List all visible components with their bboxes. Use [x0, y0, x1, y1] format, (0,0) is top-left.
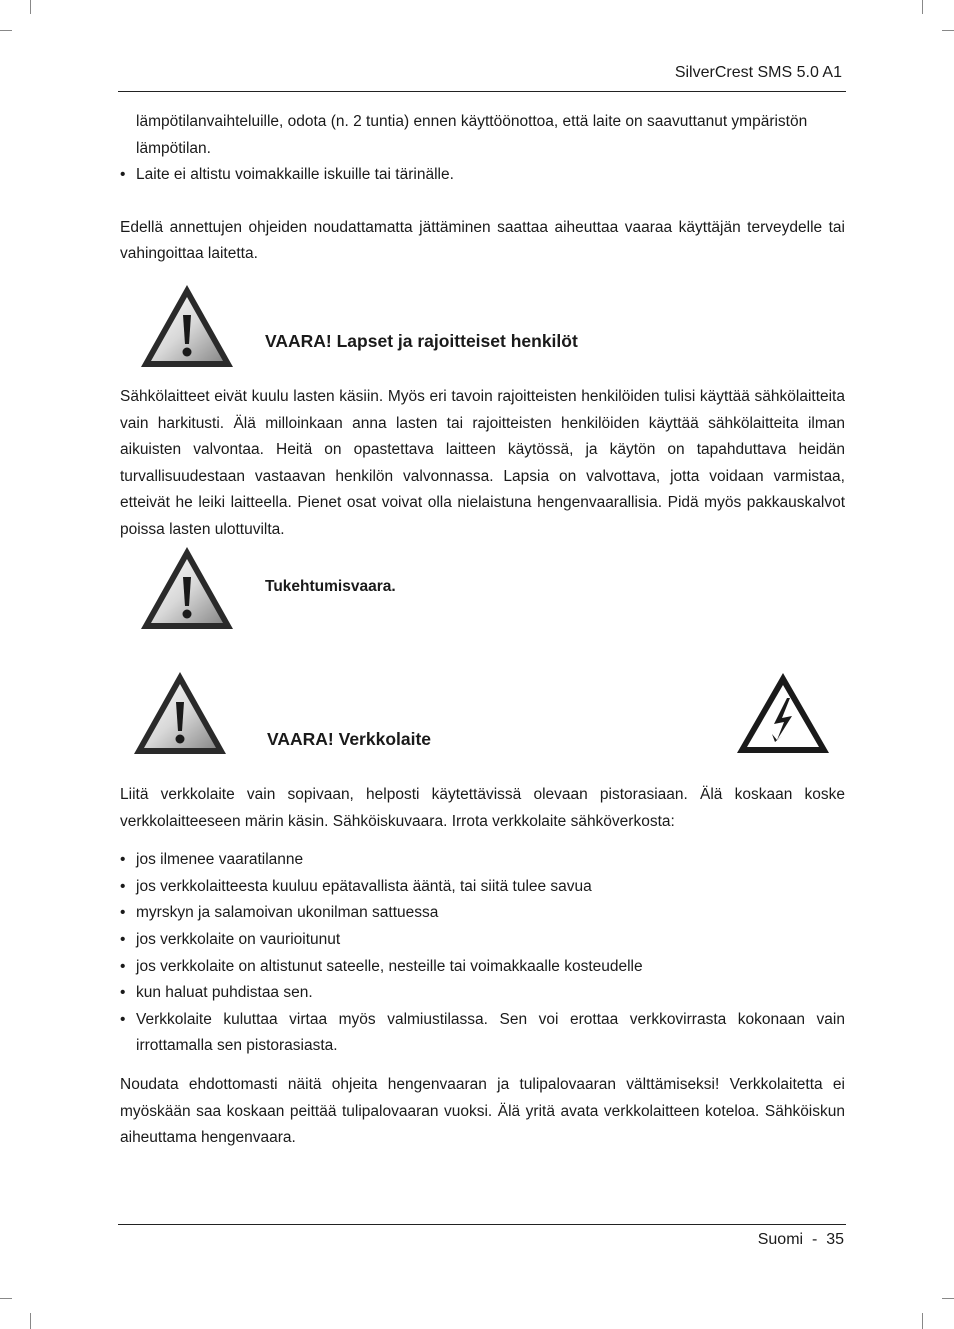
high-voltage-icon: [734, 670, 832, 756]
list-item: • myrskyn ja salamoivan ukonilman sattuessa: [120, 900, 845, 927]
section-heading: VAARA! Lapset ja rajoitteiset henkilöt: [265, 331, 578, 351]
list-item: • Laite ei altistu voimakkaille iskuille tai tärinälle.: [120, 162, 845, 189]
footer-rule: [118, 1224, 846, 1225]
list-item: • jos verkkolaite on vaurioitunut: [120, 927, 845, 954]
page-number: Suomi - 35: [757, 1231, 844, 1248]
intro-block: [120, 109, 845, 268]
warning-exclamation-icon: [138, 282, 236, 370]
crop-mark: [0, 30, 12, 31]
crop-mark: [942, 1298, 954, 1299]
closing-paragraph: Noudata ehdottomasti näitä ohjeita hengenvaaran ja tulipalovaaran välttämiseksi! Verkkolaitetta ei myöskään saa koskaan peittää tulipalovaaran vuoksi. Älä yritä avata verkkolaitteen koteloa. Sähköiskun aiheuttama hengenvaara.: [120, 1075, 845, 1147]
list-item: • Verkkolaite kuluttaa virtaa myös valmiustilassa. Sen voi erottaa verkkovirrasta kokonaan vain irrottamalla sen pistorasiasta.: [120, 1007, 845, 1060]
section-heading: Tukehtumisvaara.: [265, 578, 396, 595]
continued-bullet-text: lämpötilanvaihteluille, odota (n. 2 tuntia) ennen käyttöönottoa, että laite on saavuttanut ympäristön lämpötilan.: [136, 113, 808, 157]
running-header: SilverCrest SMS 5.0 A1: [674, 64, 842, 81]
power-section: [120, 782, 845, 1152]
intro-paragraph: Edellä annettujen ohjeiden noudattamatta jättäminen saattaa aiheuttaa vaaraa käyttäjän terveydelle tai vahingoittaa laitetta.: [120, 218, 845, 263]
header-rule: [118, 91, 846, 92]
crop-mark: [30, 0, 31, 14]
children-section: [120, 384, 845, 544]
warning-exclamation-icon: [131, 669, 229, 757]
crop-mark: [942, 30, 954, 31]
list-item: • kun haluat puhdistaa sen.: [120, 980, 845, 1007]
list-item: • jos ilmenee vaaratilanne: [120, 847, 845, 874]
crop-mark: [0, 1298, 12, 1299]
list-item: • jos verkkolaite on altistunut sateelle, nesteille tai voimakkaalle kosteudelle: [120, 954, 845, 981]
warning-exclamation-icon: [138, 544, 236, 632]
crop-mark: [922, 0, 923, 14]
bullet-list: [120, 847, 845, 1060]
list-item: • jos verkkolaitteesta kuuluu epätavallista ääntä, tai siitä tulee savua: [120, 874, 845, 901]
section-paragraph: Sähkölaitteet eivät kuulu lasten käsiin. Myös eri tavoin rajoitteisten henkilöiden tulisi käyttää sähkölaitteita vain harkitusti. Älä milloinkaan anna lasten tai rajoitteisten henkilöiden käyttää sähkölaitteita ilman aikuisten valvontaa. Heitä on opastettava laitteen käytössä, ja käytön on tapahduttava heidän turvallisuudestaan vastaavan henkilön valvonnassa. Lapsia on valvottava, jotta voidaan varmistaa, etteivät he leiki laitteella. Pienet osat voivat olla nielaistuna hengenvaarallisia. Pidä myös pakkauskalvot poissa lasten ulottuvilta.: [120, 388, 845, 538]
crop-mark: [922, 1313, 923, 1329]
section-heading: VAARA! Verkkolaite: [267, 729, 432, 749]
crop-mark: [30, 1313, 31, 1329]
section-paragraph: Liitä verkkolaite vain sopivaan, helposti käytettävissä olevaan pistorasiaan. Älä koskaan koske verkkolaitteeseen märin käsin. Sähköiskuvaara. Irrota verkkolaite sähköverkosta:: [120, 786, 845, 830]
